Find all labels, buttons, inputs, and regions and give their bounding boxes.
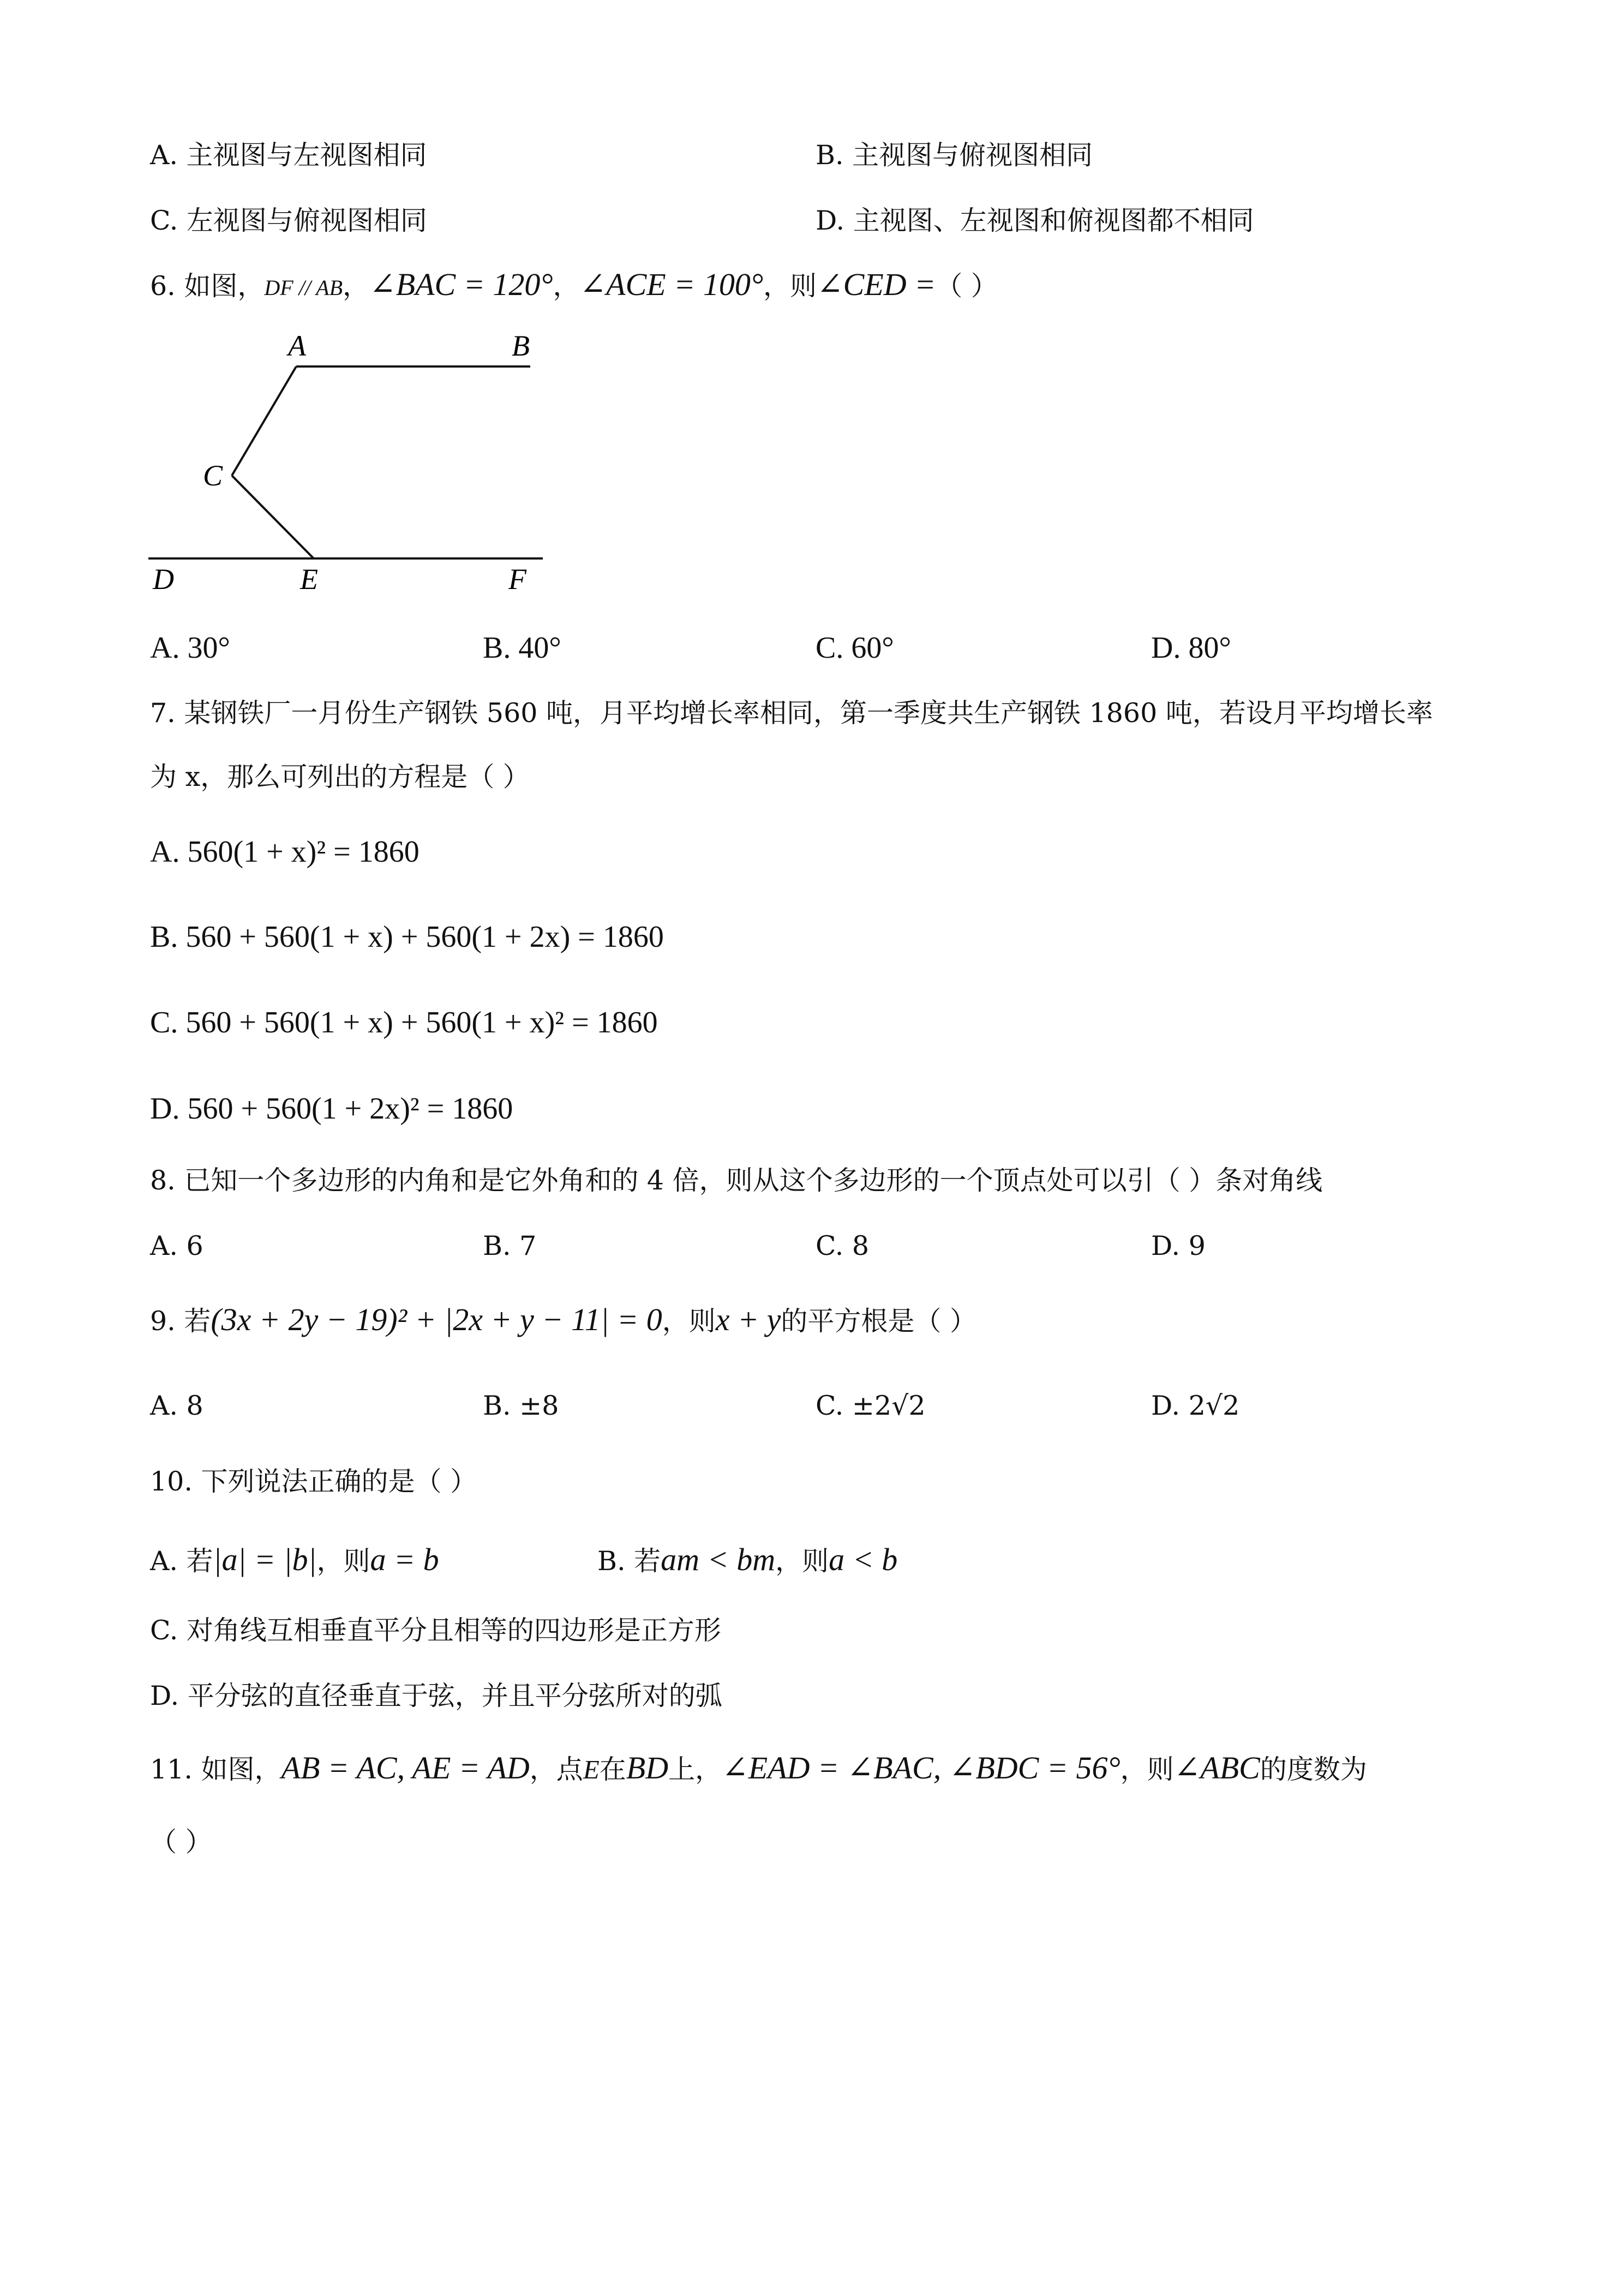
q6-parallel: DF // AB	[264, 275, 343, 300]
q9-stem	[150, 1303, 976, 1338]
q10-option-a	[150, 1543, 439, 1578]
q10-option-b	[597, 1543, 897, 1578]
q5-option-c: C. 左视图与俯视图相同	[150, 205, 427, 236]
q9-sum: x + y	[715, 1302, 781, 1337]
q8-option-d: D. 9	[1151, 1230, 1206, 1261]
label-d: D	[153, 563, 174, 596]
q7-option-b: B. 560 + 560(1 + x) + 560(1 + 2x) = 1860	[150, 920, 664, 954]
q9-option-c: C. ±2√2	[816, 1390, 926, 1421]
q9-suffix: 的平方根是（ ）	[781, 1306, 976, 1337]
q7-option-d: D. 560 + 560(1 + 2x)² = 1860	[150, 1092, 513, 1126]
q10-b-mid: ，则	[775, 1546, 829, 1577]
q9-option-a: A. 8	[150, 1390, 203, 1421]
q5-option-b: B. 主视图与俯视图相同	[816, 140, 1093, 171]
q10-a-result: a = b	[370, 1542, 439, 1577]
q8-option-b: B. 7	[483, 1230, 537, 1261]
q8-option-c: C. 8	[816, 1230, 870, 1261]
q8-option-a: A. 6	[150, 1230, 203, 1261]
q11-point-e: E	[583, 1754, 600, 1784]
q10-option-c: C. 对角线互相垂直平分且相等的四边形是正方形	[150, 1615, 721, 1646]
q6-number: 6. 如图，	[150, 271, 265, 302]
q11-stem-line1	[150, 1752, 1367, 1786]
q10-a-mid: ，则	[316, 1546, 370, 1577]
q11-cond2: ∠EAD = ∠BAC, ∠BDC = 56°	[722, 1750, 1120, 1786]
q8-stem: 8. 已知一个多边形的内角和是它外角和的 4 倍，则从这个多边形的一个顶点处可以引（ ）条对角线	[150, 1165, 1323, 1196]
q11-segment: BD	[626, 1750, 669, 1786]
q7-option-c: C. 560 + 560(1 + x) + 560(1 + x)² = 1860	[150, 1006, 658, 1039]
q7-option-a: A. 560(1 + x)² = 1860	[150, 835, 420, 869]
label-e: E	[300, 563, 318, 596]
q6-option-b: B. 40°	[483, 631, 561, 665]
segment-ac	[232, 366, 296, 476]
q6-sep2: ，	[553, 271, 580, 302]
q11-t5: 的度数为	[1260, 1754, 1367, 1785]
q11-target: ∠ABC	[1173, 1750, 1260, 1786]
q6-ask: ，则	[763, 271, 817, 302]
q11-t2: 在	[599, 1754, 626, 1785]
q10-b-prefix: B. 若	[597, 1546, 661, 1577]
q10-a-prefix: A. 若	[150, 1546, 213, 1577]
q10-option-d: D. 平分弦的直径垂直于弦，并且平分弦所对的弧	[150, 1680, 722, 1711]
q11-t4: ，则	[1120, 1754, 1174, 1785]
q5-option-d: D. 主视图、左视图和俯视图都不相同	[816, 205, 1254, 236]
q11-t3: 上，	[668, 1754, 722, 1785]
q6-paren: （ ）	[936, 271, 998, 302]
q6-figure	[142, 327, 556, 600]
q6-option-a: A. 30°	[150, 631, 230, 665]
q6-angle-bac: ∠BAC = 120°	[369, 267, 553, 302]
q9-equation: (3x + 2y − 19)² + |2x + y − 11| = 0	[211, 1302, 662, 1337]
q11-t1: ，点	[529, 1754, 583, 1785]
label-a: A	[288, 329, 306, 362]
q6-angle-ace: ∠ACE = 100°	[579, 267, 764, 302]
q10-stem: 10. 下列说法正确的是（ ）	[150, 1466, 477, 1497]
q6-option-d: D. 80°	[1151, 631, 1231, 665]
q6-stem	[150, 268, 998, 304]
q10-b-result: a < b	[829, 1542, 898, 1577]
q7-stem-line2: 为 x，那么可列出的方程是（ ）	[150, 761, 530, 792]
q10-a-expr: |a| = |b|	[213, 1542, 317, 1577]
q9-mid: ，则	[662, 1306, 716, 1337]
q9-prefix: 9. 若	[150, 1306, 211, 1337]
q11-cond1: AB = AC, AE = AD	[281, 1750, 530, 1786]
segment-ce	[232, 476, 314, 558]
q9-option-d: D. 2√2	[1151, 1390, 1240, 1421]
q5-option-a: A. 主视图与左视图相同	[150, 140, 427, 171]
label-c: C	[203, 459, 223, 492]
q9-option-b: B. ±8	[483, 1390, 559, 1421]
q10-b-expr: am < bm	[661, 1542, 776, 1577]
q6-sep1: ，	[343, 271, 370, 302]
q6-option-c: C. 60°	[816, 631, 894, 665]
q11-stem-line2: （ ）	[150, 1826, 212, 1858]
q6-target: ∠CED =	[817, 267, 936, 302]
q7-stem-line1: 7. 某钢铁厂一月份生产钢铁 560 吨，月平均增长率相同，第一季度共生产钢铁 1860 吨，若设月平均增长率	[150, 698, 1433, 729]
label-b: B	[512, 329, 530, 362]
label-f: F	[508, 563, 526, 596]
q11-number: 11. 如图，	[150, 1754, 281, 1785]
